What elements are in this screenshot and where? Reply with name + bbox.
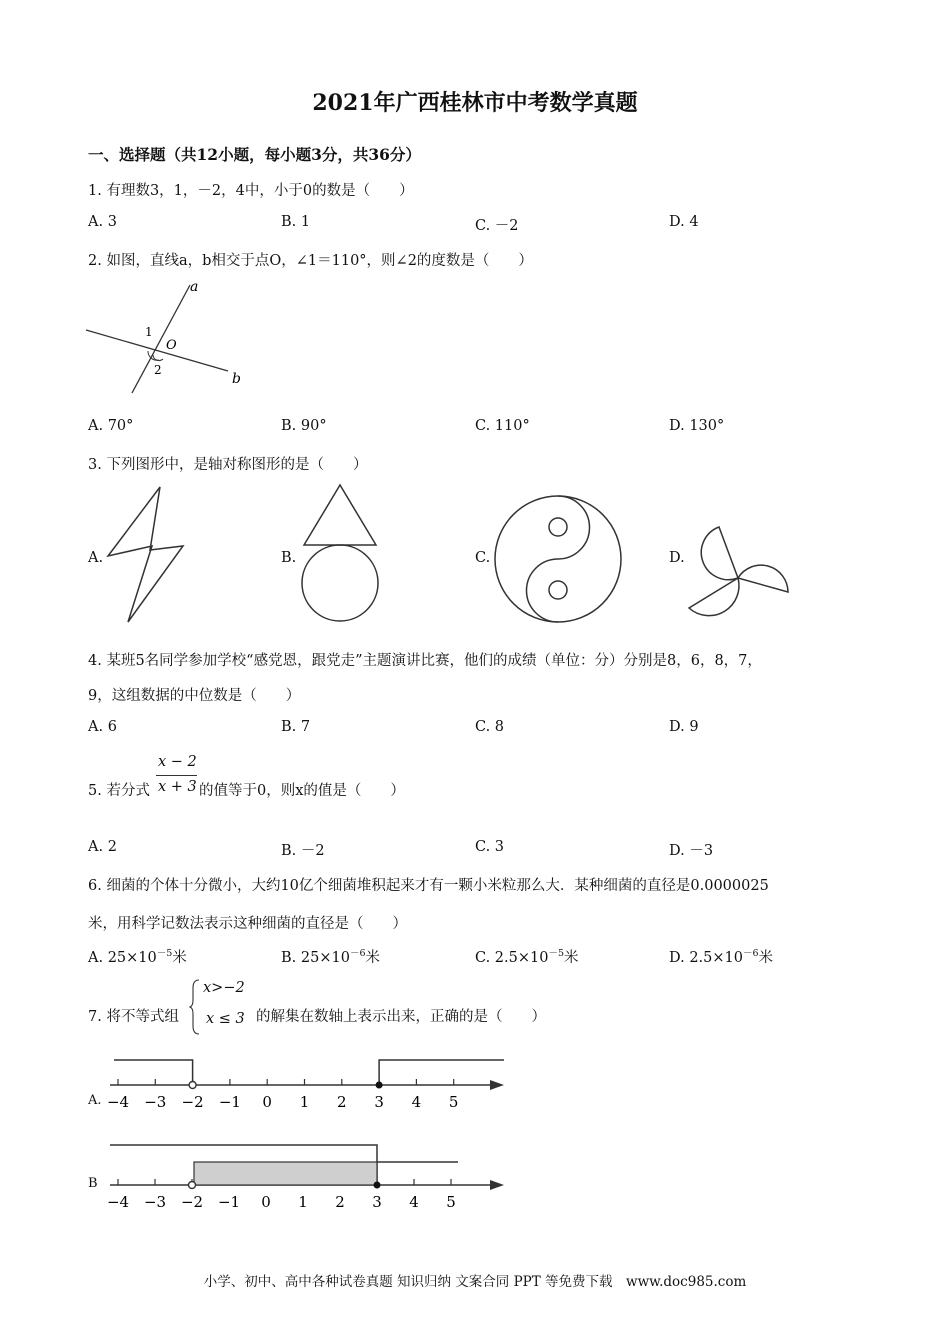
question-6-line-2: 米，用科学记数法表示这种细菌的直径是（ ） bbox=[88, 916, 407, 932]
lightning-bolt-figure bbox=[100, 484, 190, 626]
tick-label: −2 bbox=[180, 1193, 204, 1210]
tick-label: −3 bbox=[144, 1093, 167, 1111]
tick-label: −1 bbox=[218, 1093, 241, 1111]
q3-option-d: D. bbox=[669, 550, 685, 566]
fraction-numerator: x − 2 bbox=[158, 754, 197, 770]
label-a: a bbox=[190, 279, 199, 295]
q4-option-b: B. 7 bbox=[281, 719, 311, 735]
tick-label: 2 bbox=[335, 1193, 345, 1210]
q4-option-d: D. 9 bbox=[669, 719, 699, 735]
closed-point bbox=[374, 1182, 381, 1189]
bracket-right bbox=[379, 1060, 504, 1085]
q5-option-b: B. －2 bbox=[281, 843, 325, 859]
inequality-1: x>−2 bbox=[203, 980, 245, 996]
tick-label: −4 bbox=[106, 1093, 130, 1111]
q6-option-b: B. $25\times 10^{-6}$米 bbox=[281, 948, 380, 966]
tick-label: 0 bbox=[262, 1093, 272, 1111]
tick-label: 2 bbox=[337, 1093, 347, 1111]
question-2: 2. 如图，直线a，b相交于点O，∠1＝110°，则∠2的度数是（ ） bbox=[88, 253, 533, 269]
q2-intersecting-lines-figure bbox=[80, 275, 260, 400]
tick-label: 3 bbox=[372, 1193, 382, 1210]
q5-option-a: A. 2 bbox=[88, 839, 117, 855]
question-5-suffix: 的值等于0，则x的值是（ ） bbox=[199, 783, 405, 799]
q3-option-b: B. bbox=[281, 550, 297, 566]
q6-option-c: C. $2.5\times 10^{-5}$米 bbox=[475, 948, 579, 966]
tick-label: −4 bbox=[106, 1193, 130, 1210]
question-7-prefix: 7. 将不等式组 bbox=[88, 1009, 179, 1025]
q3-option-a: A. bbox=[88, 550, 104, 566]
q2-option-d: D. 130° bbox=[669, 418, 725, 434]
q1-option-d: D. 4 bbox=[669, 214, 699, 230]
number-line-b bbox=[106, 1138, 508, 1210]
label-o: O bbox=[166, 338, 177, 353]
tick-label: −2 bbox=[181, 1093, 204, 1111]
axis-arrow bbox=[490, 1080, 504, 1090]
q1-option-a: A. 3 bbox=[88, 214, 117, 230]
section-heading: 一、选择题（共12小题，每小题3分，共36分） bbox=[88, 145, 421, 164]
question-3: 3. 下列图形中，是轴对称图形的是（ ） bbox=[88, 457, 368, 473]
question-7-suffix: 的解集在数轴上表示出来，正确的是（ ） bbox=[256, 1009, 546, 1025]
label-angle-2: 2 bbox=[154, 363, 162, 377]
q5-option-d: D. －3 bbox=[669, 843, 714, 859]
tick-label: 5 bbox=[448, 1093, 459, 1111]
pinwheel-figure bbox=[682, 522, 794, 618]
fraction-bar bbox=[156, 775, 197, 776]
inequality-2: x ≤ 3 bbox=[206, 1011, 245, 1027]
tick-label: 0 bbox=[261, 1193, 271, 1210]
triangle-over-circle-figure bbox=[295, 482, 387, 626]
question-4-line-1: 4. 某班5名同学参加学校“感党恩，跟党走”主题演讲比赛，他们的成绩（单位：分）分别是8，6，8，7， bbox=[88, 653, 762, 669]
bracket-left bbox=[114, 1060, 193, 1085]
axis-b-label: B bbox=[88, 1176, 98, 1191]
label-b: b bbox=[232, 371, 241, 387]
q6-option-a: A. $25\times 10^{-5}$米 bbox=[88, 948, 187, 966]
tick-label: 4 bbox=[409, 1193, 419, 1210]
q1-option-b: B. 1 bbox=[281, 214, 311, 230]
q2-option-b: B. 90° bbox=[281, 418, 327, 434]
label-angle-1: 1 bbox=[145, 325, 153, 339]
tick-label: 3 bbox=[374, 1093, 384, 1111]
tick-label: −3 bbox=[143, 1193, 167, 1210]
q4-option-c: C. 8 bbox=[475, 719, 505, 735]
q3-option-c: C. bbox=[475, 550, 491, 566]
q5-option-c: C. 3 bbox=[475, 839, 505, 855]
q6-option-d: D. $2.5\times 10^{-6}$米 bbox=[669, 948, 774, 966]
open-point bbox=[189, 1082, 196, 1089]
q2-option-c: C. 110° bbox=[475, 418, 530, 434]
footer: 小学、初中、高中各种试卷真题 知识归纳 文案合同 PPT 等免费下载 www.doc985.com bbox=[203, 1274, 747, 1290]
tick-label: 1 bbox=[298, 1193, 308, 1210]
q4-option-a: A. 6 bbox=[88, 719, 117, 735]
shaded-solution-region bbox=[194, 1162, 377, 1185]
question-1: 1. 有理数3，1，－2，4中，小于0的数是（ ） bbox=[88, 183, 414, 199]
fraction-denominator: x + 3 bbox=[158, 779, 197, 795]
question-6-line-1: 6. 细菌的个体十分微小，大约10亿个细菌堆积起来才有一颗小米粒那么大．某种细菌的直径是0.0000025 bbox=[88, 878, 769, 894]
closed-point bbox=[376, 1082, 383, 1089]
number-line-a bbox=[106, 1052, 508, 1114]
q1-option-c: C. －2 bbox=[475, 218, 519, 234]
question-5-prefix: 5. 若分式 bbox=[88, 783, 150, 799]
tick-label: −1 bbox=[217, 1193, 241, 1210]
tick-label: 5 bbox=[446, 1193, 456, 1210]
axis-a-label: A. bbox=[88, 1093, 102, 1108]
tick-label: 4 bbox=[411, 1093, 422, 1111]
question-4-line-2: 9，这组数据的中位数是（ ） bbox=[88, 688, 301, 704]
tick-label: 1 bbox=[299, 1093, 310, 1111]
page-title: 2021年广西桂林市中考数学真题 bbox=[312, 90, 638, 116]
open-point bbox=[189, 1182, 196, 1189]
system-brace bbox=[189, 978, 201, 1036]
q2-option-a: A. 70° bbox=[88, 418, 134, 434]
axis-arrow bbox=[490, 1180, 504, 1190]
yin-yang-figure bbox=[492, 493, 624, 625]
